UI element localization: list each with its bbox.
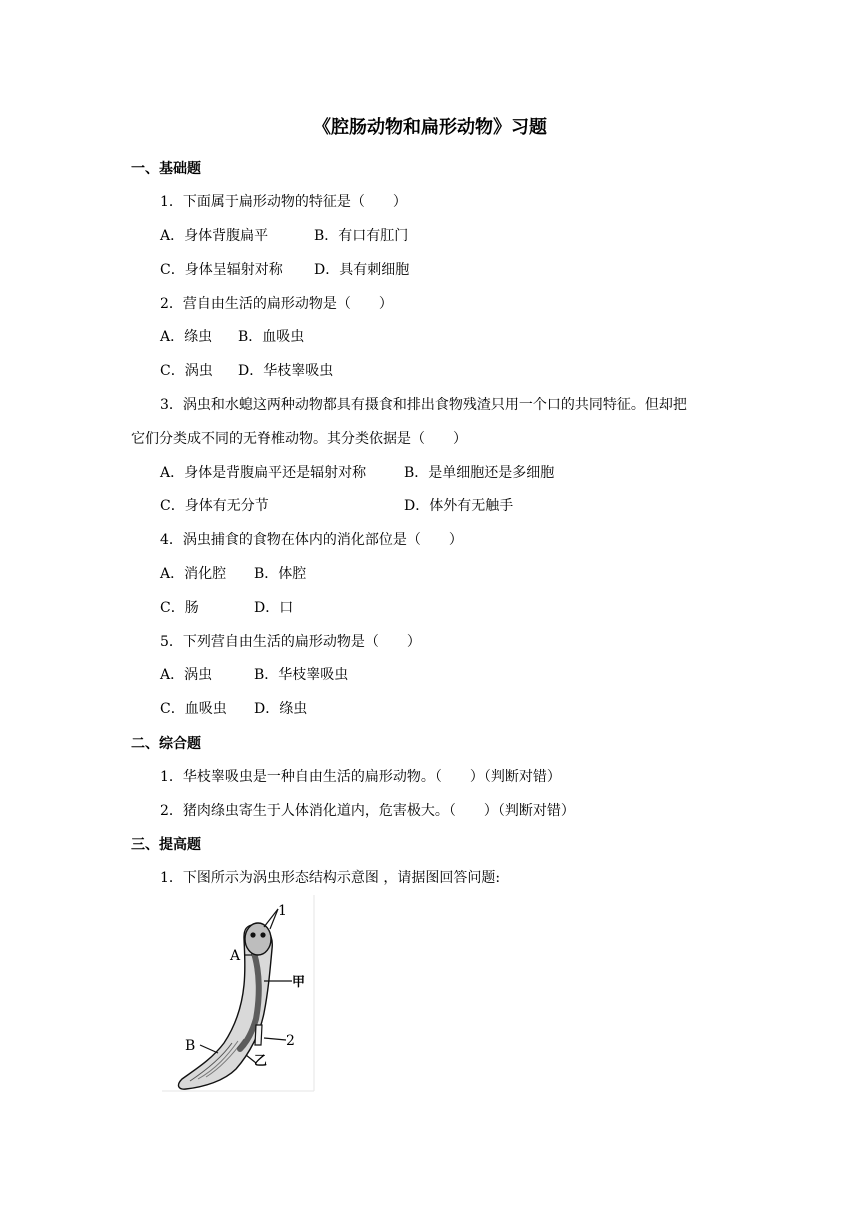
q4-stem: 4．涡虫捕食的食物在体内的消化部位是（ ）	[160, 532, 463, 548]
q4-option-b: B．体腔	[254, 566, 307, 582]
q2-stem: 2．营自由生活的扁形动物是（ ）	[160, 296, 393, 312]
label-b: B	[185, 1038, 196, 1054]
q3-option-d: D．体外有无触手	[404, 498, 514, 514]
q4-option-c: C．肠	[160, 600, 199, 616]
page-title: 《腔肠动物和扁形动物》习题	[313, 117, 547, 138]
q5-option-a: A．涡虫	[160, 667, 213, 683]
adv-q1: 1．下图所示为涡虫形态结构示意图 ，请据图回答问题:	[160, 870, 501, 886]
q2-option-d: D．华枝睾吸虫	[238, 363, 334, 379]
comp-q2: 2．猪肉绦虫寄生于人体消化道内，危害极大。（ ）（判断对错）	[160, 803, 575, 819]
planarian-figure	[160, 893, 316, 1093]
label-jia: 甲	[292, 975, 306, 990]
q4-option-d: D．口	[254, 600, 294, 616]
q2-option-c: C．涡虫	[160, 363, 213, 379]
q1-option-c: C．身体呈辐射对称	[160, 262, 283, 278]
q3-stem-line2: 它们分类成不同的无脊椎动物。其分类依据是（ ）	[131, 431, 467, 447]
section-advanced: 三、提高题	[131, 837, 201, 853]
q1-stem: 1．下面属于扁形动物的特征是（ ）	[160, 194, 407, 210]
pharynx-shape	[255, 1025, 262, 1045]
q1-option-a: A．身体背腹扁平	[160, 228, 269, 244]
label-yi: 乙	[254, 1054, 268, 1069]
q3-stem-line1: 3．涡虫和水螅这两种动物都具有摄食和排出食物残渣只用一个口的共同特征。但却把	[160, 397, 687, 413]
eye-spot-left	[250, 932, 255, 937]
q2-option-a: A．绦虫	[160, 329, 213, 345]
q3-option-a: A．身体是背腹扁平还是辐射对称	[160, 465, 367, 481]
q1-option-d: D．具有刺细胞	[314, 262, 410, 278]
planarian-head	[245, 923, 271, 955]
q3-option-c: C．身体有无分节	[160, 498, 269, 514]
q5-stem: 5．下列营自由生活的扁形动物是（ ）	[160, 634, 421, 650]
planarian-diagram	[160, 893, 316, 1093]
eye-spot-right	[260, 932, 265, 937]
q3-option-b: B．是单细胞还是多细胞	[404, 465, 555, 481]
q2-option-b: B．血吸虫	[238, 329, 305, 345]
q5-option-c: C．血吸虫	[160, 701, 227, 717]
q5-option-d: D．绦虫	[254, 701, 308, 717]
q5-option-b: B．华枝睾吸虫	[254, 667, 349, 683]
label-a: A	[230, 948, 241, 964]
label-1: 1	[278, 903, 287, 919]
section-comprehensive: 二、综合题	[131, 736, 201, 752]
section-basic: 一、基础题	[131, 161, 201, 177]
label-2: 2	[286, 1033, 295, 1049]
q1-option-b: B．有口有肛门	[314, 228, 409, 244]
q4-option-a: A．消化腔	[160, 566, 227, 582]
comp-q1: 1．华枝睾吸虫是一种自由生活的扁形动物。（ ）（判断对错）	[160, 769, 561, 785]
